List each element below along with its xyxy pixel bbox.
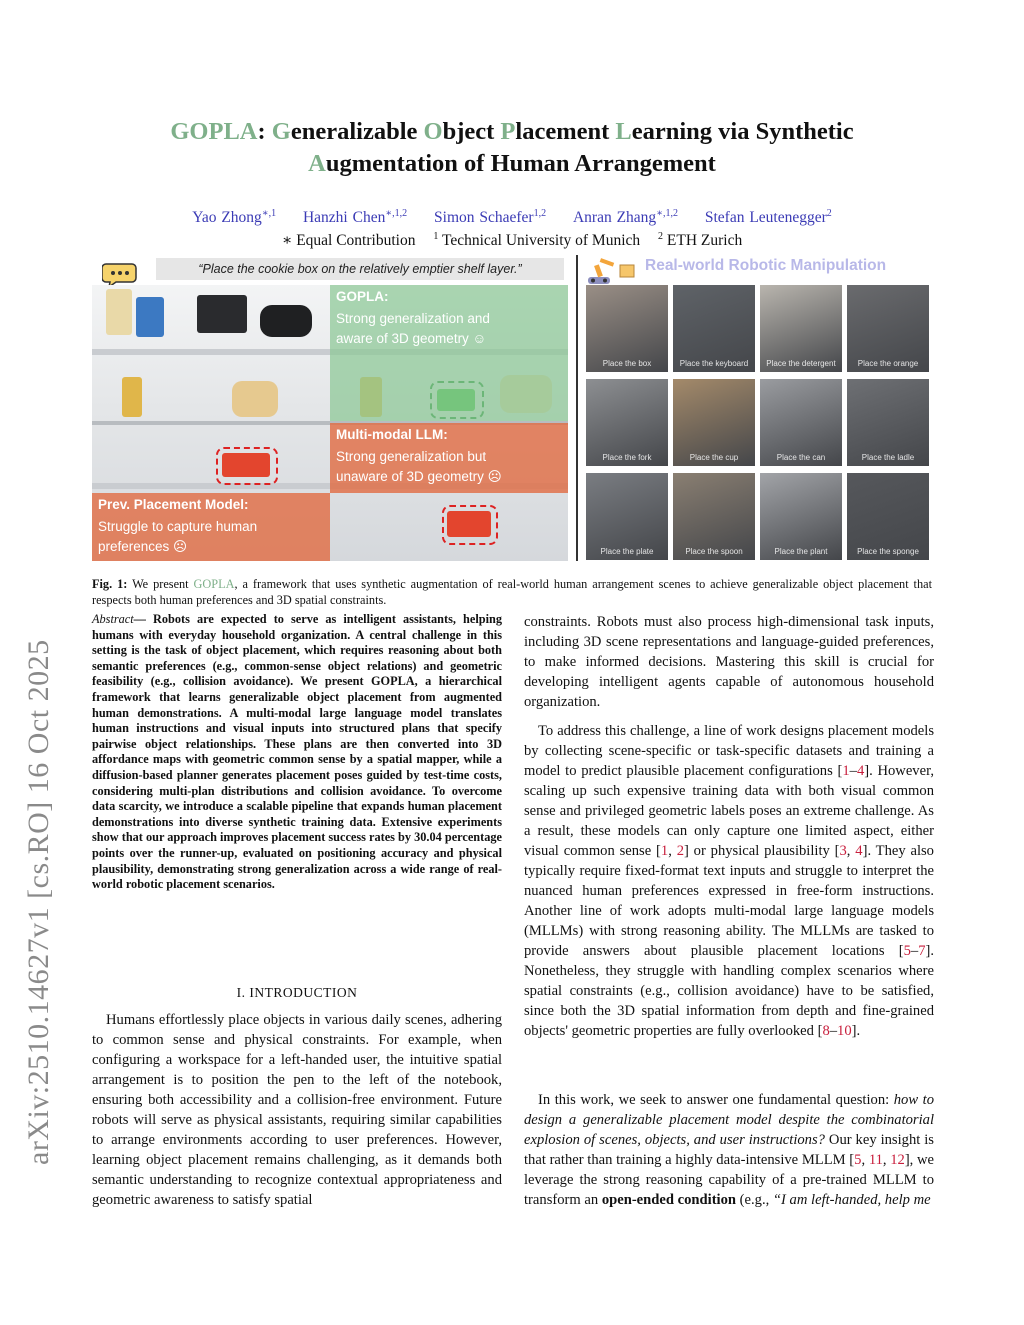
affiliation-tum: Technical University of Munich [441,232,641,250]
text-run: To address this challenge, a line of work designs placement models by collecting scene-specific or task-specific datasets and training a model to predict plausible placement configurations [ [524,723,934,779]
citation-link[interactable]: 1 [660,843,669,859]
robot-scene-tile[interactable] [847,473,929,560]
snack-object [122,377,142,417]
arxiv-sidebar-id: arXiv:2510.14627v1 [cs.RO] 16 Oct 2025 [22,639,55,1165]
figure-caption [92,576,932,608]
text-run: – [829,1023,838,1039]
abstract-text: — Robots are expected to serve as intelligent assistants, helping humans with everyday household organization. A central challenge in this setting is the task of object placement, which requires reasoning about both semantic preferences (e.g., common-sense object relations) and geometric feasibility (e.g., collision avoidance). We present GOPLA, a hierarchical framework that learns generalizable object placement from augmented human demonstrations. A multi-modal large language model translates human instructions and visual inputs into structured plans that specify pairwise object relationships. These plans are then converted into 3D affordance maps with geometric common sense by a spatial mapper, while a diffusion-based planner generates placement poses guided by test-time costs, considering multi-plan distributions and collision avoidance. To overcome data scarcity, we introduce a scalable pipeline that expands human placement demonstrations into diverse synthetic training data. Extensive experiments show that our approach improves placement success rates by 30.04 percentage points over the runner-up, evaluated on positioning accuracy and physical plausibility, demonstrating strong generalization across a wide range of real-world robotic placement scenarios. [92,612,502,892]
text-run: ], we leverage the strong reasoning capability of a pre-trained MLLM to transform an [524,1152,935,1208]
robot-scene-tile[interactable] [673,285,755,372]
robot-scene-tile[interactable] [847,379,929,466]
citation-link[interactable]: 5 [854,1152,862,1168]
tile-caption: Place the sponge [857,547,919,556]
text-run: , [846,843,856,859]
robot-arm-icon [586,255,638,285]
router-object [197,295,247,333]
text-run: – [910,943,919,959]
emphasis-term: open-ended condition [601,1192,737,1208]
text-run: In this work, we seek to answer one fundamental question: [538,1092,894,1108]
title-part: GOPLA [170,118,258,145]
robot-scene-tile[interactable] [673,379,755,466]
robot-scene-tile[interactable] [847,285,929,372]
router-object [260,305,312,337]
text-run: ]. They also typically require fixed-format text inputs and struggle to interpret the nuanced human preferences expressed in free-form instructions. Another line of work adopts multi-modal large language models (MLLMs) with strong reasoning ability. The MLLMs are tasked to provide answers about plausible placement locations [ [524,843,934,959]
author-sup: ∗,1,2 [385,208,408,219]
author-name: Stefan Leutenegger [704,209,827,227]
citation-link[interactable]: 11 [868,1152,883,1168]
citation-link[interactable]: 8 [822,1023,830,1039]
cookie-box-object [106,289,132,335]
mllm-label-box [330,423,568,493]
mllm-label-title: Multi-modal LLM: [336,427,448,442]
author[interactable] [573,209,678,226]
quote-run: “I am left-handed, help me [772,1192,931,1208]
equal-mark: ∗ [281,232,293,250]
tile-caption: Place the box [602,359,652,368]
mllm-label-body: Strong generalization but [336,449,487,464]
robot-scene-tile[interactable] [760,379,842,466]
caption-label: Fig. 1: [92,577,128,591]
figure-divider [576,255,578,561]
caption-text: , a framework that uses synthetic augmentation of real-world human arrangement scenes to achieve generalizable object placement that respects both human preferences and 3D spatial constraints. [92,577,932,607]
equal-contribution: Equal Contribution [296,232,416,250]
title-part: G [271,118,291,145]
tile-caption: Place the plant [774,547,828,556]
author[interactable] [705,209,832,226]
tile-caption: Place the spoon [685,547,743,556]
citation-link[interactable]: 10 [837,1023,852,1039]
research-question: how to design a generalizable placement model despite the combinatorial explosion of scenes, objects, and user instructions? [524,1092,934,1148]
right-paragraph-3 [524,1090,934,1210]
citation-link[interactable]: 4 [855,843,863,859]
tile-caption: Place the keyboard [679,359,749,368]
affiliations [80,231,944,250]
section-heading: I. INTRODUCTION [236,985,358,1000]
box-object [136,297,164,337]
text-run: ]. [851,1023,861,1039]
author[interactable] [192,209,276,226]
text-run: – [849,763,857,779]
mllm-placement-marker [442,505,498,545]
tile-caption: Place the cup [689,453,739,462]
prev-label-body: Struggle to capture human [98,519,258,534]
robot-scene-tile[interactable] [586,473,668,560]
gopla-label-body: aware of 3D geometry ☺ [336,331,487,346]
intro-paragraph: Humans effortlessly place objects in various daily scenes, adhering to common sense and physical constraints. For example, when configuring a workspace for a left-handed user, the intuitive spatial arrangement is to position the pen to the left of the notebook, ensuring both accessibility and a collision-free environment. Future robots will serve as physical assistants, requiring similar capabilities to arrange environments according to user preferences. However, learning object placement remains challenging, as it demands both semantic understanding to recognize contextual appropriateness and geometric awareness to satisfy spatial [92,1012,502,1208]
text-run: Our key insight is that rather than training a highly data-intensive MLLM [ [524,1132,934,1168]
prev-label-title: Prev. Placement Model: [98,497,249,512]
affil-mark: 2 [658,231,664,242]
robot-scene-tile[interactable] [673,473,755,560]
author-name: Hanzhi Chen [302,209,386,227]
robot-scene-tile[interactable] [586,379,668,466]
title-line-1 [80,116,944,148]
title-line-2 [80,148,944,180]
title-part: bject [442,118,501,145]
figure-1 [92,255,930,561]
tile-caption: Place the orange [857,359,919,368]
citation-link[interactable]: 1 [842,763,850,779]
prev-placement-marker [216,447,278,485]
text-run: , [668,843,677,859]
abstract-label: Abstract [92,612,134,626]
text-run: , [861,1152,869,1168]
title-part: lacement [515,118,616,145]
robot-scene-tile[interactable] [586,285,668,372]
tile-caption: Place the detergent [766,359,836,368]
author[interactable] [434,209,546,226]
right-paragraph-1: constraints. Robots must also process high-dimensional task inputs, including 3D scene representations and language-guided preferences, to make informed decisions. Mastering this skill is crucial for developing intelligent agents capable of autonomous household organization. [524,614,934,710]
text-run: ]. However, scaling up such expensive training data with both visual common sense and privileged geometric labels poses an extreme challenge. As a result, these models can only capture one limited aspect, either visual common sense [ [524,763,934,859]
citation-link[interactable]: 4 [856,763,865,779]
mllm-label-body: unaware of 3D geometry ☹ [336,469,502,484]
author-sup: ∗,1 [261,208,277,219]
gopla-label-body: Strong generalization and [336,311,490,326]
tile-caption: Place the fork [602,453,652,462]
author-sup: ∗,1,2 [656,208,678,219]
affiliation-eth: ETH Zurich [666,232,743,250]
title-part: O [423,118,443,145]
title-part: eneralizable [290,118,424,145]
title-part: L [615,118,632,145]
title-part: P [500,118,516,145]
prev-model-label-box [92,493,330,561]
citation-link[interactable]: 3 [839,843,847,859]
instruction-prompt: “Place the cookie box on the relatively emptier shelf layer.” [156,258,564,280]
tile-caption: Place the can [776,453,826,462]
author-list [80,208,944,227]
title-part: ugmentation of Human Arrangement [325,150,716,177]
author-name: Yao Zhong [192,209,262,227]
abstract [92,612,502,893]
shelf-comparison-panel [92,285,568,561]
title-part: earning via Synthetic [631,118,854,145]
title-part: A [308,150,326,177]
citation-link[interactable]: 2 [676,843,684,859]
bread-object [232,381,278,417]
robot-scene-tile[interactable] [760,285,842,372]
title-part: : [257,118,272,145]
citation-link[interactable]: 7 [918,943,926,959]
author[interactable] [303,209,407,226]
author-name: Simon Schaefer [434,209,534,227]
text-run: , [882,1152,891,1168]
robot-scene-tile[interactable] [760,473,842,560]
chat-bubble-icon [102,260,138,288]
paper-title [80,116,944,180]
author-sup: 1,2 [533,208,547,219]
affil-mark: 1 [433,231,439,242]
text-run: ] or physical plausibility [ [683,843,840,859]
real-world-title: Real-world Robotic Manipulation [645,257,887,274]
citation-link[interactable]: 5 [903,943,911,959]
citation-link[interactable]: 12 [890,1152,905,1168]
gopla-label-box [330,285,568,421]
text-run: (e.g., [736,1192,773,1208]
gopla-label-title: GOPLA: [336,289,389,304]
caption-method-name: GOPLA [193,577,235,591]
tile-caption: Place the ladle [861,453,915,462]
prev-label-body: preferences ☹ [98,539,188,554]
right-paragraph-2 [524,721,934,1041]
author-name: Anran Zhang [572,209,657,227]
tile-caption: Place the plate [600,547,654,556]
text-run: ]. Nonetheless, they struggle with handling complex scenarios where spatial constraints (e.g., collision avoidance) have to be satisfied, since both the 3D spatial information from depth and fine-grained objects' geometric properties are fully overlooked [ [524,943,934,1039]
author-sup: 2 [826,208,832,219]
caption-text: We present [132,577,194,591]
